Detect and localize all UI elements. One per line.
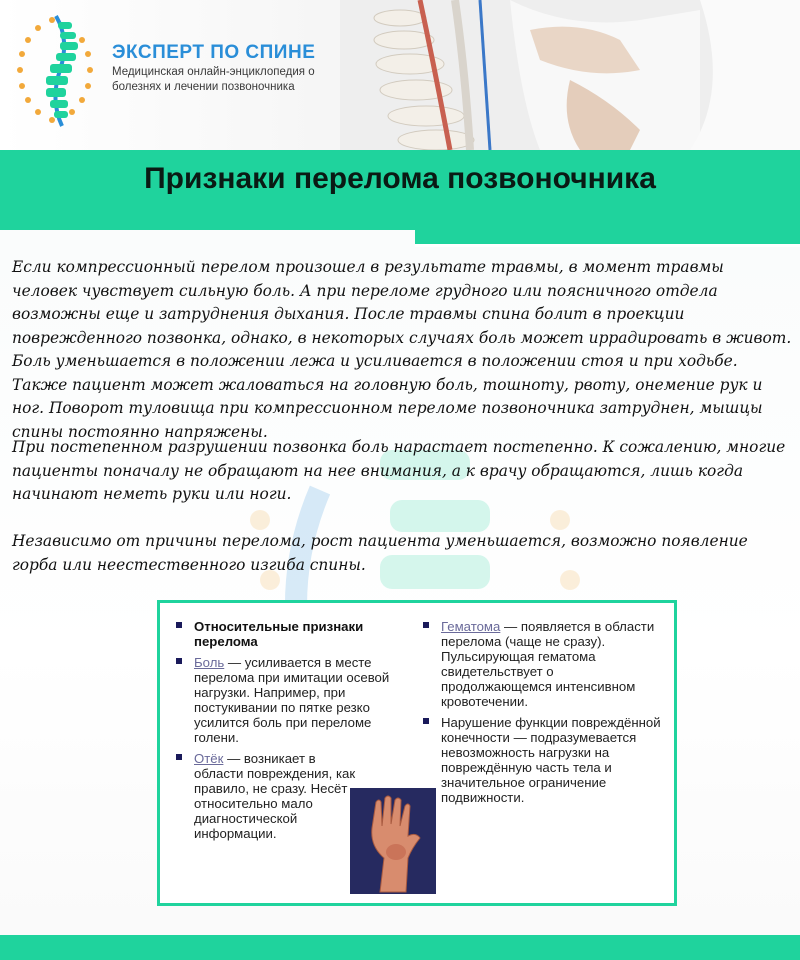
pain-link[interactable]: Боль [194, 655, 225, 670]
slide-heading: Относительные признаки перелома [194, 619, 364, 649]
hematoma-link[interactable]: Гематома [441, 619, 501, 634]
page-title: Признаки перелома позвоночника [144, 162, 656, 195]
bullet-icon [423, 622, 429, 628]
bullet-icon [423, 718, 429, 724]
paragraph-3: Независимо от причины перелома, рост пациента уменьшается, возможно появление горба или неестественного изгиба спины. [12, 532, 748, 574]
spine-logo-icon[interactable] [10, 10, 102, 130]
paragraph-2: При постепенном разрушении позвонка боль нарастает постепенно. К сожалению, многие пациенты поначалу не обращают на нее внимания, а к врачу обращаются, лишь когда начинают неметь руки или ноги. [12, 438, 786, 503]
function-loss-description: Нарушение функции повреждённой конечности — подразумевается невозможность нагрузки на повреждённую часть тела и значительное ограничение подвижности. [441, 715, 661, 805]
list-item [176, 655, 398, 745]
fracture-signs-slide [157, 600, 677, 906]
brand-subtitle: Медицинская онлайн-энциклопедия о болезнях и лечении позвоночника [112, 66, 315, 93]
bullet-icon [176, 754, 182, 760]
swollen-hand-image [350, 788, 436, 894]
list-item [423, 715, 663, 805]
list-item [423, 619, 663, 709]
header-banner [0, 0, 800, 150]
pain-description: — усиливается в месте перелома при имитации осевой нагрузки. Например, при постукивании по пятке резко усилится боль при переломе голени. [194, 655, 390, 745]
edema-description: — возникает в области повреждения, как правило, не сразу. Несёт относительно мало диагностической информации. [194, 751, 356, 841]
hematoma-description: — появляется в области перелома (чаще не сразу). Пульсирующая гематома свидетельствует о продолжающемся интенсивном кровотечении. [441, 619, 655, 709]
bullet-icon [176, 622, 182, 628]
edema-link[interactable]: Отёк [194, 751, 224, 766]
list-item [176, 619, 398, 649]
bullet-icon [176, 658, 182, 664]
slide-right-column [423, 619, 663, 811]
paragraph-1: Если компрессионный перелом произошел в результате травмы, в момент травмы человек чувствует сильную боль. А при переломе грудного или поясничного отдела возможны еще и затруднения дыхания. После травмы спина болит в проекции поврежденного позвонка, однако, в некоторых случаях боль может иррадировать в живот. Боль уменьшается в положении лежа и усиливается в положении стоя и при ходьбе. Также пациент может жаловаться на головную боль, тошноту, рвоту, онемение рук и ног. Поворот туловища при компрессионном переломе позвоночника затруднен, мышцы спины постоянно напряжены. [12, 258, 792, 441]
panel-notch-decoration [415, 228, 800, 247]
list-item [176, 751, 364, 841]
brand-title[interactable]: ЭКСПЕРТ ПО СПИНЕ [112, 42, 316, 63]
header-spine-image [340, 0, 800, 150]
bottom-bar [0, 935, 800, 960]
